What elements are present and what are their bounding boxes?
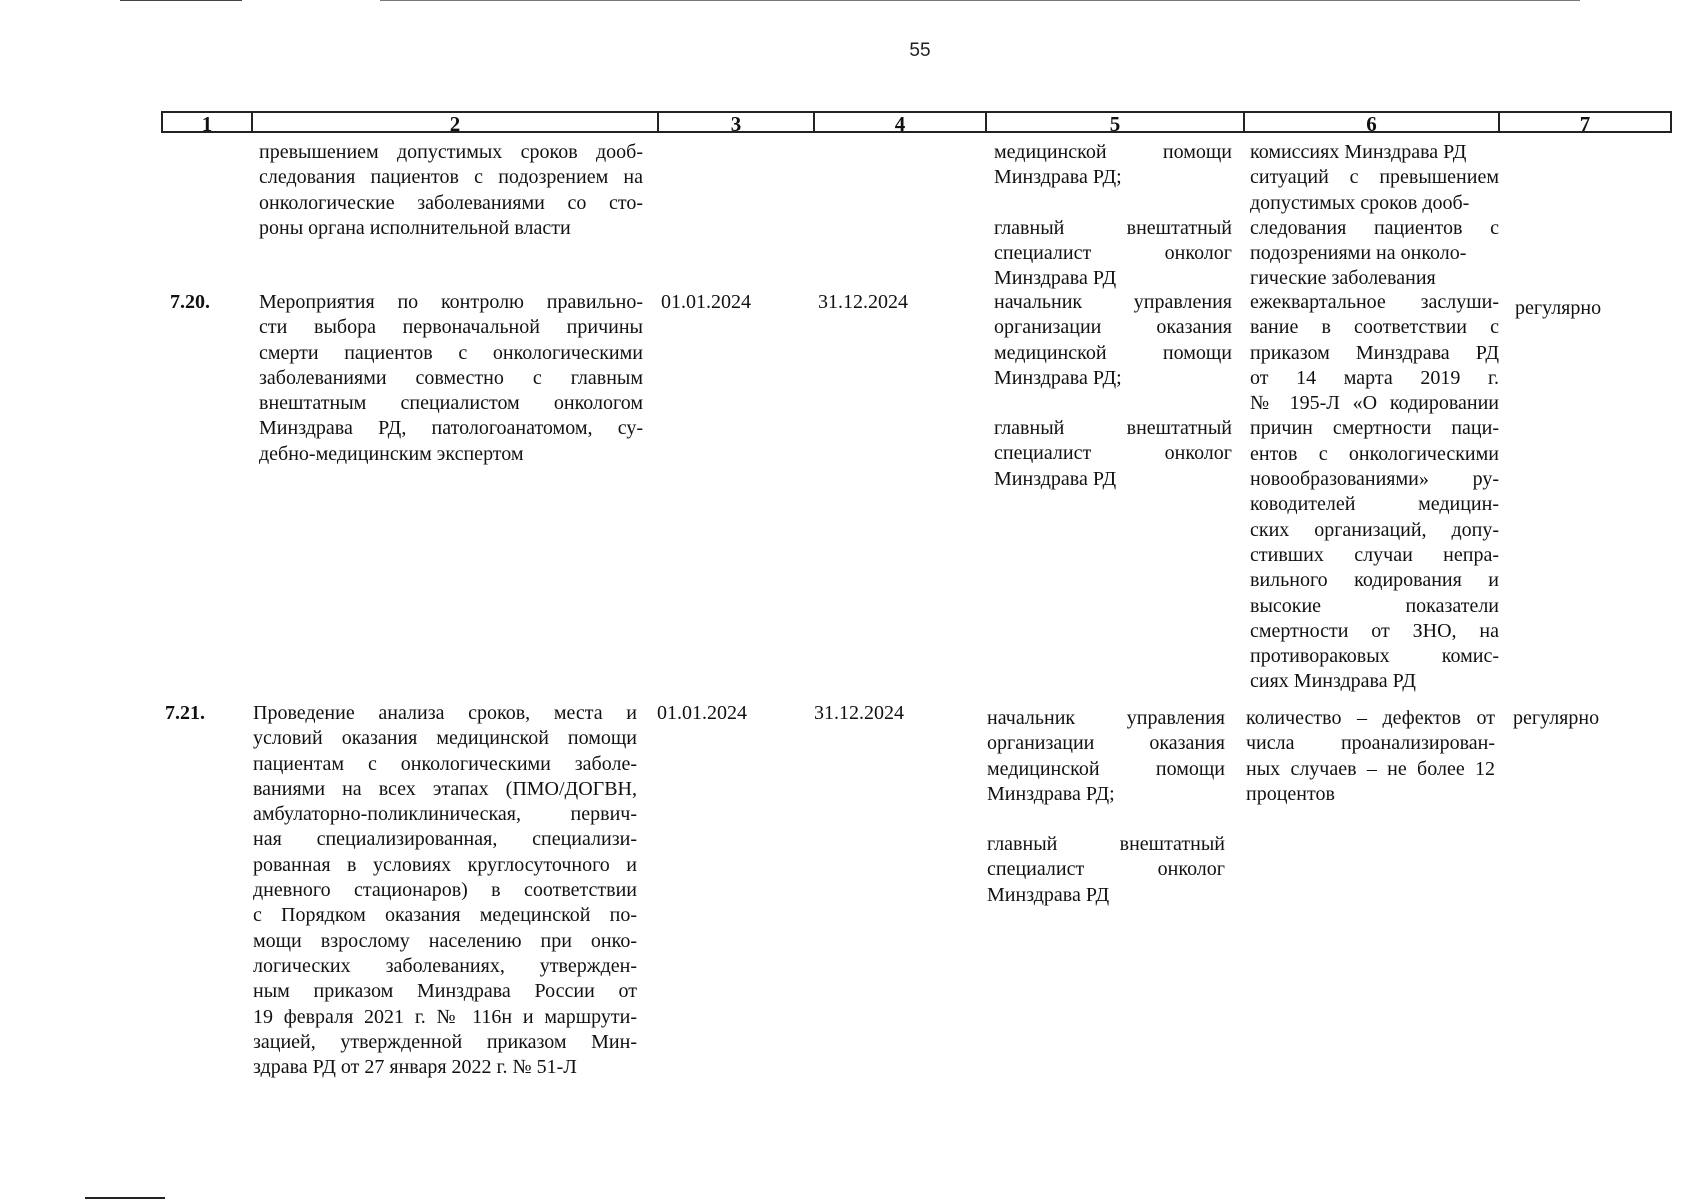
header-cell-2: 2 bbox=[449, 112, 461, 136]
header-cell-1: 1 bbox=[201, 112, 213, 136]
text-line: специалист онколог bbox=[994, 442, 1232, 465]
header-cell-4: 4 bbox=[894, 112, 906, 136]
text-line: приказом Минздрава РД bbox=[1250, 341, 1499, 364]
text-line: Минздрава РД bbox=[994, 467, 1117, 490]
text-line: организации оказания bbox=[987, 732, 1225, 755]
text-line: главный внештатный bbox=[987, 833, 1225, 856]
text-line: причин смертности паци- bbox=[1250, 417, 1499, 440]
text-line: вание в соответствии с bbox=[1250, 316, 1499, 339]
text-line: медицинской помощи bbox=[994, 141, 1232, 163]
text-line: ежеквартальное заслуши- bbox=[1250, 291, 1499, 313]
text-line: № 195-Л «О кодировании bbox=[1250, 392, 1499, 415]
text-line: новообразованиями» ру- bbox=[1250, 468, 1499, 491]
text-line: медицинской помощи bbox=[994, 341, 1232, 364]
text-line: стивших случаи непра- bbox=[1250, 543, 1499, 566]
table-header bbox=[161, 111, 1672, 136]
text-line: сти выбора первоначальной причины bbox=[259, 316, 643, 339]
text-line: логических заболеваниях, утвержден- bbox=[253, 954, 637, 977]
header-cell-3: 3 bbox=[730, 112, 742, 136]
text-line: Проведение анализа сроков, места и bbox=[253, 702, 637, 724]
text-line: зацией, утвержденной приказом Мин- bbox=[253, 1030, 637, 1053]
row-responsible bbox=[987, 706, 1225, 908]
text-line: ководителей медицин- bbox=[1250, 493, 1499, 516]
text-line: ентов с онкологическими bbox=[1250, 442, 1499, 465]
row-responsible bbox=[994, 290, 1232, 492]
text-line: 19 февраля 2021 г. № 116н и маршрути- bbox=[253, 1005, 637, 1028]
text-line: ваниями на всех этапах (ПМО/ДОГВН, bbox=[253, 777, 637, 800]
text-line: условий оказания медицинской помощи bbox=[253, 727, 637, 750]
text-line: главный внештатный bbox=[994, 216, 1232, 239]
text-line: с Порядком оказания медецинской по- bbox=[253, 904, 637, 927]
text-line: комиссиях Минздрава РД bbox=[1250, 141, 1467, 163]
text-line: Минздрава РД, патологоанатомом, су- bbox=[259, 417, 643, 440]
text-line: превышением допустимых сроков дооб- bbox=[259, 141, 643, 163]
scan-edge-line bbox=[85, 1197, 165, 1199]
scan-edge-line bbox=[120, 0, 242, 1]
text-line: процентов bbox=[1246, 782, 1335, 805]
text-line: специалист онколог bbox=[994, 241, 1232, 264]
text-line: Минздрава РД; bbox=[987, 782, 1115, 805]
text-line: ситуаций с превышением bbox=[1250, 166, 1499, 189]
text-line: главный внештатный bbox=[994, 417, 1232, 440]
text-line: начальник управления bbox=[994, 291, 1232, 313]
continuation-result bbox=[1250, 140, 1499, 292]
text-line: сиях Минздрава РД bbox=[1250, 670, 1416, 693]
text-line: вильного кодирования и bbox=[1250, 569, 1499, 592]
text-line: онкологические заболеваниями со сто- bbox=[259, 191, 643, 214]
header-cell-5: 5 bbox=[1109, 112, 1121, 136]
text-line: противораковых комис- bbox=[1250, 645, 1499, 668]
text-line: подозрениями на онколо- bbox=[1250, 242, 1467, 265]
text-line: заболеваниями совместно с главным bbox=[259, 366, 643, 389]
text-line: допустимых сроков дооб- bbox=[1250, 191, 1470, 214]
page-number: 55 bbox=[909, 40, 931, 61]
row-periodicity: регулярно bbox=[1515, 297, 1602, 319]
text-line: Минздрава РД bbox=[994, 267, 1117, 290]
end-date: 31.12.2024 bbox=[818, 291, 908, 313]
start-date: 01.01.2024 bbox=[657, 702, 747, 724]
text-line: пациентам с онкологическими заболе- bbox=[253, 752, 637, 775]
text-line: дневного стационаров) в соответствии bbox=[253, 879, 637, 902]
text-line: от 14 марта 2019 г. bbox=[1250, 366, 1499, 389]
text-line: роны органа исполнительной власти bbox=[259, 216, 571, 239]
header-cell-6: 6 bbox=[1366, 112, 1377, 136]
row-result bbox=[1250, 290, 1499, 695]
continuation-responsible bbox=[994, 140, 1232, 291]
header-cell-7: 7 bbox=[1579, 112, 1591, 136]
text-line: количество – дефектов от bbox=[1246, 707, 1495, 729]
text-line: числа проанализирован- bbox=[1246, 732, 1495, 755]
text-line: амбулаторно-поликлиническая, первич- bbox=[253, 803, 637, 826]
text-line: здрава РД от 27 января 2022 г. № 51-Л bbox=[253, 1056, 577, 1079]
text-line: Минздрава РД bbox=[987, 883, 1110, 906]
text-line: ских организаций, допу- bbox=[1250, 518, 1499, 541]
text-line: ных случаев – не более 12 bbox=[1246, 757, 1495, 780]
text-line: дебно-медицинским экспертом bbox=[259, 442, 524, 465]
text-line: ная специализированная, специализи- bbox=[253, 828, 637, 851]
text-line: ным приказом Минздрава России от bbox=[253, 980, 637, 1003]
row-number: 7.21. bbox=[165, 702, 205, 724]
row-description bbox=[253, 701, 637, 1080]
text-line: внештатным специалистом онкологом bbox=[259, 392, 643, 415]
scan-edge-line bbox=[380, 0, 1580, 1]
text-line: специалист онколог bbox=[987, 858, 1225, 881]
row-periodicity: регулярно bbox=[1513, 707, 1600, 729]
text-line: Минздрава РД; bbox=[994, 366, 1122, 389]
text-line: высокие показатели bbox=[1250, 594, 1499, 617]
row-number: 7.20. bbox=[170, 291, 210, 313]
text-line: рованная в условиях круглосуточного и bbox=[253, 853, 637, 876]
text-line: начальник управления bbox=[987, 707, 1225, 729]
start-date: 01.01.2024 bbox=[661, 291, 751, 313]
text-line: смерти пациентов с онкологическими bbox=[259, 341, 643, 364]
text-line: Минздрава РД; bbox=[994, 166, 1122, 189]
row-result bbox=[1246, 706, 1495, 807]
continuation-description bbox=[259, 140, 643, 241]
text-line: следования пациентов с bbox=[1250, 216, 1499, 239]
end-date: 31.12.2024 bbox=[814, 702, 904, 724]
text-line: Мероприятия по контролю правильно- bbox=[259, 291, 643, 313]
text-line: следования пациентов с подозрением на bbox=[259, 166, 643, 189]
text-line: медицинской помощи bbox=[987, 757, 1225, 780]
row-description bbox=[259, 290, 643, 467]
text-line: организации оказания bbox=[994, 316, 1232, 339]
text-line: мощи взрослому населению при онко- bbox=[253, 929, 637, 952]
text-line: гические заболевания bbox=[1250, 267, 1436, 290]
text-line: смертности от ЗНО, на bbox=[1250, 619, 1499, 642]
